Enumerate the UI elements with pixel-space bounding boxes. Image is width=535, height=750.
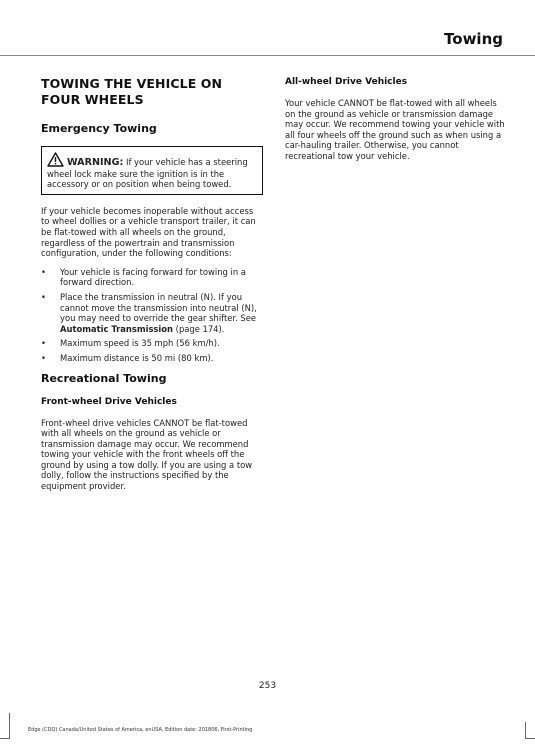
bullet-marker: • bbox=[41, 291, 46, 302]
warning-label: WARNING: bbox=[67, 157, 124, 168]
list-item bbox=[41, 292, 263, 334]
recreational-towing-heading: Recreational Towing bbox=[41, 371, 167, 385]
emergency-towing-heading: Emergency Towing bbox=[41, 122, 157, 135]
warning-box bbox=[41, 146, 263, 195]
list-item-text: Place the transmission in neutral (N). If you cannot move the transmission into neutral (N), you may need to override the gear shifter. See bbox=[60, 291, 257, 324]
list-item-text: Your vehicle is facing forward for towing in a forward direction. bbox=[60, 266, 246, 288]
left-column bbox=[41, 76, 263, 500]
page-number: 253 bbox=[258, 681, 277, 691]
awd-paragraph: Your vehicle CANNOT be flat-towed with all wheels on the ground as vehicle or transmission damage may occur. We recommend towing your vehicle with all four wheels off the ground such as when using a car-hauling trailer. Otherwise, you cannot recreational tow your vehicle. bbox=[285, 98, 505, 161]
automatic-transmission-link[interactable]: Automatic Transmission bbox=[60, 323, 174, 334]
conditions-list bbox=[41, 267, 263, 364]
list-item bbox=[41, 353, 263, 364]
fwd-vehicles-heading: Front-wheel Drive Vehicles bbox=[41, 396, 177, 407]
crop-mark-right bbox=[525, 722, 535, 739]
page-header-title: Towing bbox=[444, 30, 503, 48]
warning-triangle-icon bbox=[47, 152, 64, 167]
list-item-suffix: (page 174). bbox=[173, 323, 225, 334]
awd-vehicles-heading: All-wheel Drive Vehicles bbox=[285, 77, 408, 87]
bullet-marker: • bbox=[41, 338, 46, 349]
footer-edition-info: Edge (CDQ) Canada/United States of America, enUSA, Edition date: 201806, First-Printing bbox=[28, 727, 253, 733]
section-title: TOWING THE VEHICLE ON FOUR WHEELS bbox=[41, 76, 223, 107]
bullet-marker: • bbox=[41, 352, 46, 363]
list-item-text: Maximum speed is 35 mph (56 km/h). bbox=[60, 338, 220, 349]
fwd-paragraph: Front-wheel drive vehicles CANNOT be flat-towed with all wheels on the ground as vehicle or transmission damage may occur. We recommend towing your vehicle with the front wheels off the ground by using a tow dolly. If you are using a tow dolly, follow the instructions specified by the equipment provider. bbox=[41, 417, 253, 492]
crop-mark-left bbox=[0, 713, 10, 739]
list-item-text: Maximum distance is 50 mi (80 km). bbox=[60, 352, 214, 363]
right-column bbox=[285, 76, 507, 170]
list-item bbox=[41, 267, 263, 288]
list-item bbox=[41, 338, 263, 349]
bullet-marker: • bbox=[41, 266, 46, 277]
intro-paragraph: If your vehicle becomes inoperable without access to wheel dollies or a vehicle transport trailer, it can be flat-towed with all wheels on the ground, regardless of the powertrain and transmission configuration, under the following conditions: bbox=[41, 205, 256, 259]
warning-text: If your vehicle has a steering wheel lock make sure the ignition is in the accessory or on position when being towed. bbox=[47, 157, 248, 190]
header-divider bbox=[0, 55, 535, 56]
